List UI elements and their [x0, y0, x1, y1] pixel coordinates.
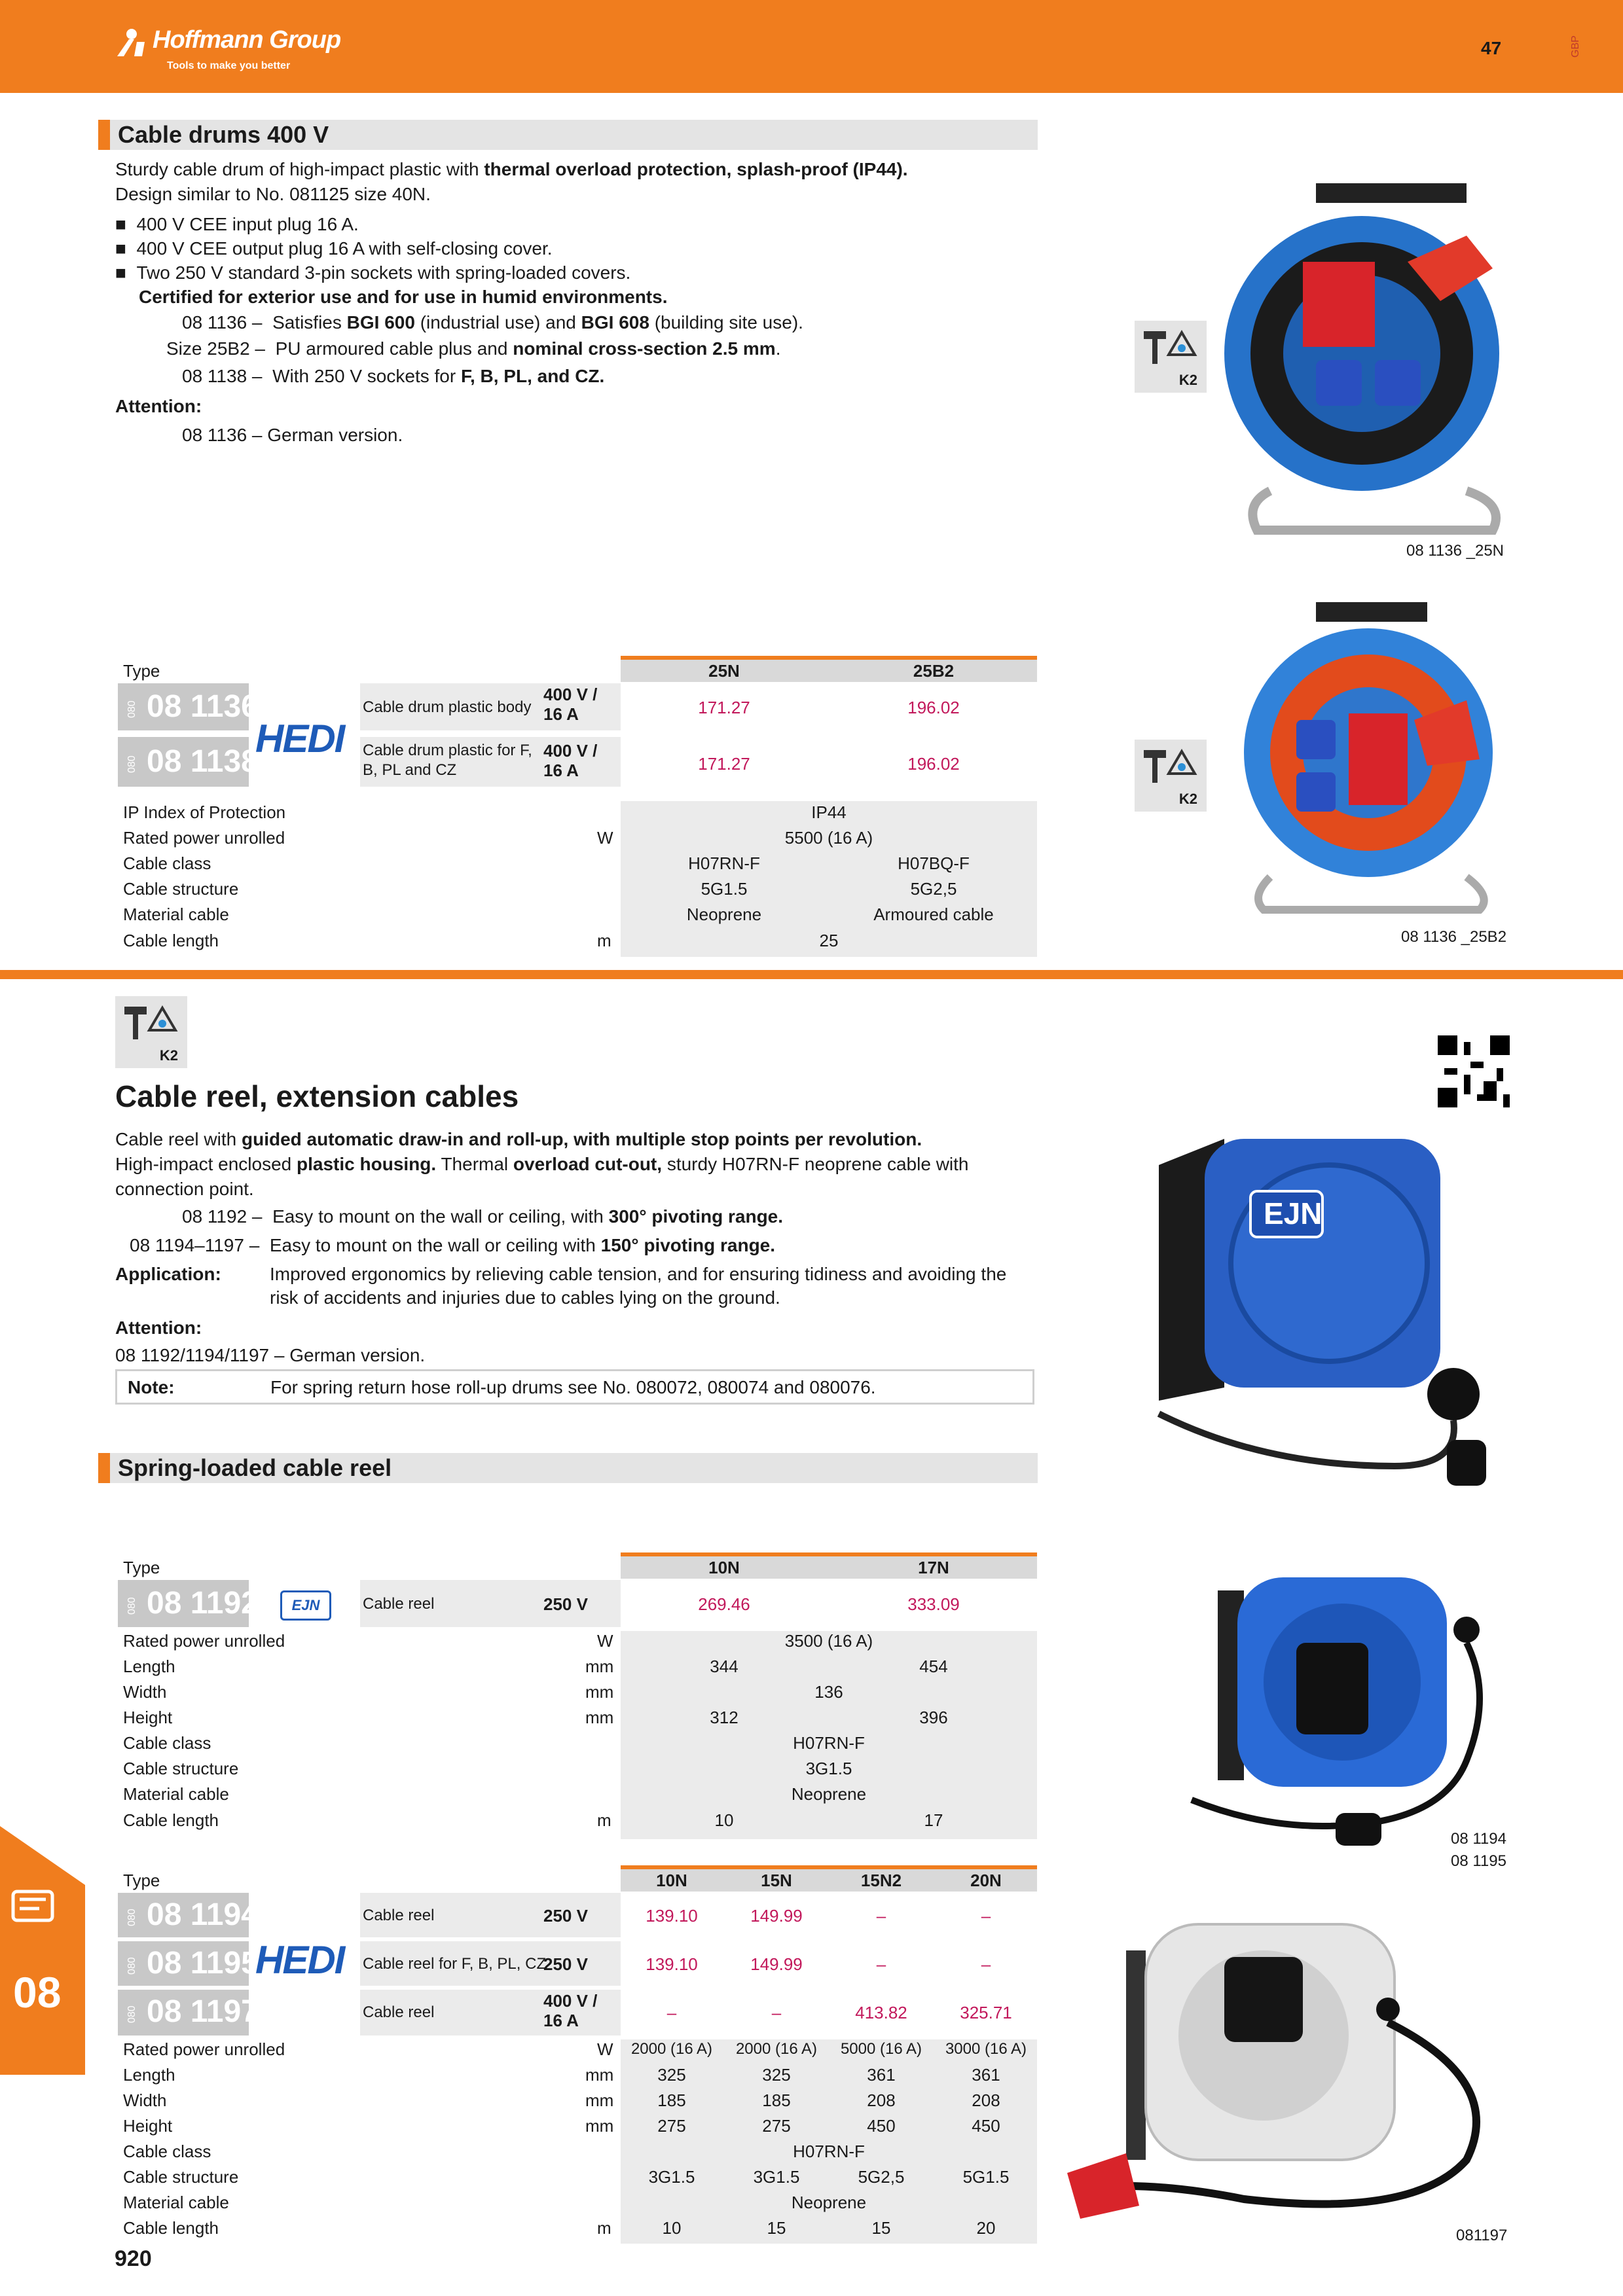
spec-unit: m [597, 1810, 611, 1830]
application-label: Application: [115, 1264, 221, 1284]
article-number[interactable]: 08 1136 [147, 689, 259, 724]
cable-reel-081194-image [1126, 1564, 1506, 1852]
spec-label: Cable structure [123, 879, 239, 899]
column-header: 10N [708, 1558, 740, 1577]
spec-unit: mm [585, 1682, 614, 1702]
article-price: – [981, 1906, 991, 1926]
spec-value: 361 [972, 2065, 1000, 2085]
spec-label: Material cable [123, 905, 229, 924]
spec-value: 5000 (16 A) [840, 2040, 922, 2058]
table-cable-drums [115, 656, 1037, 957]
attention-text: 08 1192/1194/1197 – German version. [115, 1345, 426, 1365]
article-voltage: 400 V / 16 A [543, 1991, 598, 2030]
note-box [115, 1369, 1034, 1405]
spec-value: 2000 (16 A) [735, 2040, 818, 2058]
article-description: Cable reel [363, 1907, 435, 1924]
qr-code-icon[interactable] [1438, 1035, 1510, 1107]
note-text: (building site use). [649, 312, 803, 332]
image-caption: 08 1136 _25N [1406, 542, 1504, 560]
cable-drum-25b2-image [1231, 589, 1506, 916]
spec-unit: mm [585, 2116, 614, 2136]
spec-value: 2000 (16 A) [630, 2040, 713, 2058]
spec-value: 454 [919, 1657, 948, 1676]
spec-label: Cable class [123, 853, 211, 873]
article-number[interactable]: 08 1197 [147, 1994, 259, 2029]
spec-value: H07RN-F [793, 1733, 865, 1753]
column-header: 17N [918, 1558, 949, 1577]
article-price: 325.71 [960, 2003, 1012, 2022]
spec-label: Rated power unrolled [123, 828, 285, 848]
article-voltage: 400 V / 16 A [543, 741, 598, 780]
spec-value: 208 [972, 2090, 1000, 2110]
intro-line-1 [115, 157, 908, 182]
article-price: 171.27 [698, 698, 750, 717]
section-heading-bar [98, 120, 1038, 150]
type-label: Type [123, 1558, 160, 1577]
article-price: 196.02 [907, 698, 960, 717]
note-line [166, 336, 780, 361]
note-label: Note: [128, 1377, 175, 1397]
spec-value: 15 [871, 2218, 891, 2238]
catalogue-page-number: 47 [1481, 38, 1502, 58]
column-header: 25N [708, 661, 740, 681]
spec-value: 5500 (16 A) [784, 828, 873, 848]
protection-icon [1135, 740, 1207, 812]
spec-label: Cable length [123, 931, 219, 950]
spec-value: 450 [972, 2116, 1000, 2136]
ejn-brand-logo: EJN [280, 1590, 331, 1621]
spec-value: 185 [657, 2090, 686, 2110]
image-caption: 08 1194 [1451, 1830, 1506, 1848]
brand-name: Hoffmann Group [153, 26, 341, 54]
spec-unit: m [597, 931, 611, 950]
paragraph-bold: plastic housing. [297, 1154, 437, 1174]
column-header: 15N2 [860, 1871, 902, 1890]
column-header: 25B2 [913, 661, 955, 681]
spec-label: Height [123, 1708, 173, 1727]
article-prefix: 080 [126, 1909, 137, 1926]
note-key: 08 1194–1197 – [130, 1235, 260, 1255]
spec-value: H07RN-F [688, 853, 760, 873]
note-key: 08 1136 – [182, 312, 263, 332]
article-description: Cable reel [363, 2003, 435, 2021]
spec-label: Cable structure [123, 2167, 239, 2187]
spec-value: 361 [867, 2065, 896, 2085]
region-code: GBP [1570, 35, 1581, 58]
column-header: 15N [761, 1871, 792, 1890]
bullet-text: 400 V CEE output plug 16 A with self-closing cover. [136, 238, 553, 259]
spec-value: IP44 [811, 802, 847, 822]
note-key: Size 25B2 – [166, 338, 265, 359]
article-price: – [876, 1906, 886, 1926]
article-voltage: 250 V [543, 1954, 588, 1974]
article-number[interactable]: 08 1194 [147, 1897, 259, 1932]
article-price: 149.99 [750, 1954, 803, 1974]
paragraph-text: Thermal [436, 1154, 513, 1174]
hammer-water-icon [1135, 740, 1207, 792]
article-price: – [981, 1954, 991, 1974]
spec-value: Armoured cable [873, 905, 994, 924]
table-spring-reel-hedi [115, 1865, 1037, 2245]
bullet-item: ■ 400 V CEE input plug 16 A. [115, 214, 359, 234]
type-label: Type [123, 661, 160, 681]
note-text: Easy to mount on the wall or ceiling with [269, 1235, 601, 1255]
spec-unit: W [597, 828, 613, 848]
note-bold: F, B, PL, and CZ. [460, 366, 605, 386]
spec-value: 185 [762, 2090, 791, 2110]
attention-text: 08 1136 – German version. [182, 425, 403, 445]
spec-value: 25 [819, 931, 839, 950]
note-text: Easy to mount on the wall or ceiling, with [272, 1206, 609, 1227]
article-price: – [771, 2003, 782, 2022]
spec-value: 3G1.5 [805, 1759, 852, 1778]
article-price: 333.09 [907, 1594, 960, 1614]
note-text: (industrial use) and [414, 312, 581, 332]
attention-label: Attention: [115, 1318, 202, 1338]
spec-label: Cable length [123, 1810, 219, 1830]
chapter-number: 08 [13, 1968, 62, 2017]
spec-value: 20 [976, 2218, 996, 2238]
hedi-brand-logo: HEDI [255, 717, 344, 761]
spec-label: Length [123, 2065, 175, 2085]
note-key: 08 1138 – [182, 366, 263, 386]
note-bold: BGI 600 [346, 312, 415, 332]
spec-label: Cable class [123, 2142, 211, 2161]
section-subtitle: Spring-loaded cable reel [118, 1454, 392, 1481]
article-price: 139.10 [646, 1954, 698, 1974]
section-title: Cable reel, extension cables [115, 1079, 519, 1113]
article-price: – [876, 1954, 886, 1974]
article-price: – [666, 2003, 677, 2022]
paragraph-line: connection point. [115, 1179, 254, 1199]
article-prefix: 080 [126, 700, 137, 718]
hoffmann-logo-icon [115, 27, 149, 58]
spec-value: 396 [919, 1708, 948, 1727]
paragraph-text: sturdy H07RN-F neoprene cable with [662, 1154, 969, 1174]
spec-unit: mm [585, 1708, 614, 1727]
paragraph-line [115, 1127, 922, 1152]
spec-value: 208 [867, 2090, 896, 2110]
paragraph-text: High-impact enclosed [115, 1154, 297, 1174]
note-text: . [775, 338, 781, 359]
spec-value: Neoprene [686, 905, 762, 924]
hedi-brand-logo: HEDI [255, 1938, 344, 1982]
spec-value: 3500 (16 A) [784, 1631, 873, 1651]
brand-tagline: Tools to make you better [167, 60, 291, 71]
bullet-text: 400 V CEE input plug 16 A. [136, 214, 359, 234]
image-caption: 08 1195 [1451, 1852, 1506, 1870]
spec-value: 275 [762, 2116, 791, 2136]
spec-unit: mm [585, 2090, 614, 2110]
spec-value: 10 [662, 2218, 682, 2238]
type-label: Type [123, 1871, 160, 1890]
spec-value: 3G1.5 [648, 2167, 695, 2187]
article-prefix: 080 [126, 1597, 137, 1615]
image-caption: 081197 [1456, 2227, 1508, 2244]
note-key: 08 1192 – [182, 1206, 263, 1227]
note-bold: nominal cross-section 2.5 mm [513, 338, 776, 359]
table-spring-reel-081192 [115, 1552, 1037, 1840]
note-text: For spring return hose roll-up drums see No. 080072, 080074 and 080076. [270, 1377, 876, 1397]
protection-icon [115, 996, 187, 1068]
intro-line-2: Design similar to No. 081125 size 40N. [115, 184, 431, 204]
spec-value: 325 [657, 2065, 686, 2085]
article-description: Cable reel for F, B, PL, CZ [363, 1955, 547, 1973]
article-price: 149.99 [750, 1906, 803, 1926]
spec-value: Neoprene [791, 1784, 867, 1804]
spec-value: Neoprene [791, 2193, 867, 2212]
bullet-item: ■ Two 250 V standard 3-pin sockets with spring-loaded covers. [115, 262, 631, 283]
spec-value: H07BQ-F [898, 853, 970, 873]
article-price: 139.10 [646, 1906, 698, 1926]
section-separator [0, 970, 1623, 979]
spec-label: Cable length [123, 2218, 219, 2238]
cable-reel-ejn-image [1133, 1126, 1499, 1492]
spec-unit: W [597, 2039, 613, 2059]
spec-label: IP Index of Protection [123, 802, 286, 822]
spec-value: 275 [657, 2116, 686, 2136]
note-line [182, 1204, 783, 1229]
note-text: Satisfies [272, 312, 347, 332]
spec-label: Width [123, 1682, 167, 1702]
note-bold: 300° pivoting range. [608, 1206, 784, 1227]
intro-text: Sturdy cable drum of high-impact plastic with [115, 159, 484, 179]
spec-value: 5G2,5 [858, 2167, 905, 2187]
spec-label: Cable class [123, 1733, 211, 1753]
spec-unit: mm [585, 1657, 614, 1676]
spec-label: Rated power unrolled [123, 2039, 285, 2059]
section-title: Cable drums 400 V [118, 121, 329, 148]
icon-class-label: K2 [1178, 372, 1197, 388]
spec-value: 5G1.5 [962, 2167, 1010, 2187]
article-number[interactable]: 08 1195 [147, 1946, 259, 1981]
spec-value: H07RN-F [793, 2142, 865, 2161]
note-line [130, 1233, 775, 1258]
footer-page-number: 920 [115, 2246, 152, 2271]
article-price: 269.46 [698, 1594, 750, 1614]
spec-unit: m [597, 2218, 611, 2238]
spec-value: 312 [710, 1708, 739, 1727]
spec-value: 10 [714, 1810, 734, 1830]
column-header: 10N [656, 1871, 687, 1890]
spec-value: 5G1.5 [701, 879, 748, 899]
cable-reel-081197-image [1048, 1911, 1519, 2238]
brand-logo[interactable] [115, 24, 403, 82]
page-header [0, 0, 1623, 93]
note-line [182, 310, 803, 335]
hammer-water-icon [1135, 321, 1207, 373]
spec-value: 17 [924, 1810, 943, 1830]
icon-class-label: K2 [159, 1047, 178, 1064]
section-heading-bar [98, 1453, 1038, 1483]
column-header: 20N [970, 1871, 1002, 1890]
paragraph-bold: overload cut-out, [513, 1154, 663, 1174]
image-caption: 08 1136 _25B2 [1401, 928, 1507, 946]
spec-label: Length [123, 1657, 175, 1676]
spec-value: 136 [814, 1682, 843, 1702]
note-text: PU armoured cable plus and [275, 338, 513, 359]
chapter-tab-shape [0, 1826, 85, 2075]
spec-label: Cable structure [123, 1759, 239, 1778]
spec-unit: mm [585, 2065, 614, 2085]
note-text: With 250 V sockets for [272, 366, 461, 386]
spec-value: 3G1.5 [753, 2167, 800, 2187]
spec-value: 325 [762, 2065, 791, 2085]
article-description: Cable drum plastic body [363, 698, 532, 716]
article-prefix: 080 [126, 1957, 137, 1975]
application-text: Improved ergonomics by relieving cable tension, and for ensuring tidiness and avoiding the [270, 1264, 1007, 1284]
article-price: 413.82 [855, 2003, 907, 2022]
spec-label: Material cable [123, 1784, 229, 1804]
paragraph-line [115, 1152, 969, 1177]
paragraph-text: Cable reel with [115, 1129, 242, 1149]
protection-icon [1135, 321, 1207, 393]
note-bold: BGI 608 [581, 312, 649, 332]
spec-value: 344 [710, 1657, 739, 1676]
application-text: risk of accidents and injuries due to cables lying on the ground. [270, 1287, 780, 1308]
article-number[interactable]: 08 1192 [147, 1586, 259, 1621]
spec-label: Rated power unrolled [123, 1631, 285, 1651]
bullet-text: Two 250 V standard 3-pin sockets with spring-loaded covers. [136, 262, 631, 283]
spec-label: Material cable [123, 2193, 229, 2212]
spec-value: 450 [867, 2116, 896, 2136]
chapter-tab[interactable] [0, 1826, 85, 2075]
spec-value: 15 [767, 2218, 786, 2238]
hammer-water-icon [115, 996, 187, 1049]
spec-unit: W [597, 1631, 613, 1651]
article-price: 196.02 [907, 754, 960, 774]
article-prefix: 080 [126, 755, 137, 773]
note-bold: 150° pivoting range. [600, 1235, 776, 1255]
article-prefix: 080 [126, 2005, 137, 2023]
spec-label: Width [123, 2090, 167, 2110]
article-description: Cable drum plastic for F, B, PL and CZ [363, 742, 532, 779]
article-description: Cable reel [363, 1595, 435, 1613]
article-voltage: 250 V [543, 1906, 588, 1926]
paragraph-bold: guided automatic draw-in and roll-up, with multiple stop points per revolution. [241, 1129, 922, 1149]
spec-label: Height [123, 2116, 173, 2136]
certified-note: Certified for exterior use and for use in humid environments. [139, 287, 668, 307]
bullet-item: ■ 400 V CEE output plug 16 A with self-closing cover. [115, 238, 553, 259]
article-voltage: 400 V / 16 A [543, 685, 598, 724]
cable-drum-25n-image [1218, 164, 1512, 537]
article-number[interactable]: 08 1138 [147, 744, 259, 779]
intro-bold: thermal overload protection, splash-proof (IP44). [484, 159, 908, 179]
icon-class-label: K2 [1178, 791, 1197, 807]
spec-value: 3000 (16 A) [945, 2040, 1027, 2058]
reel-brand-text: EJN [1264, 1196, 1322, 1230]
article-price: 171.27 [698, 754, 750, 774]
article-voltage: 250 V [543, 1594, 588, 1614]
attention-label: Attention: [115, 396, 202, 416]
note-line [182, 364, 604, 389]
spec-value: 5G2,5 [910, 879, 957, 899]
